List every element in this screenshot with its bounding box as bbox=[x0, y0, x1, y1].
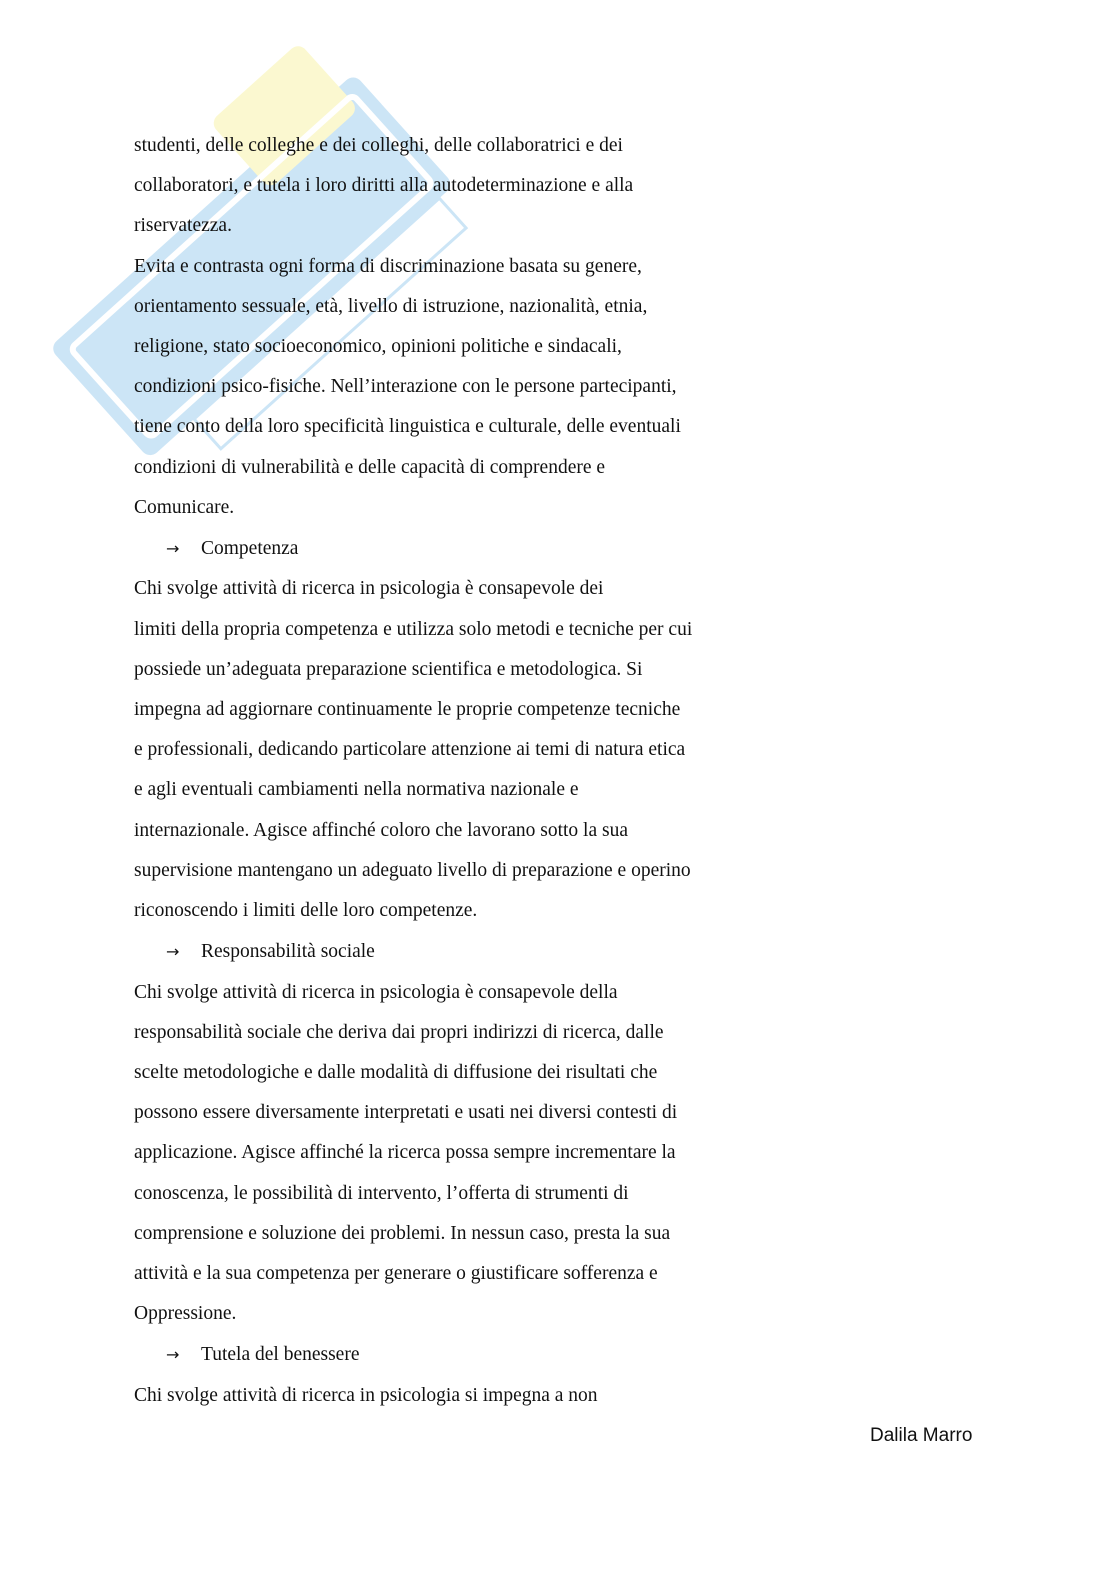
section-competenza bbox=[134, 528, 754, 931]
text-line: applicazione. Agisce affinché la ricerca possa sempre incrementare la bbox=[134, 1142, 676, 1164]
text-line: orientamento sessuale, età, livello di istruzione, nazionalità, etnia, bbox=[134, 295, 648, 317]
arrow-right-icon: → bbox=[166, 538, 180, 558]
text-line: Chi svolge attività di ricerca in psicologia si impegna a non bbox=[134, 1384, 598, 1406]
section-responsabilita-sociale bbox=[134, 931, 754, 1334]
text-line: Chi svolge attività di ricerca in psicologia è consapevole dei bbox=[134, 578, 604, 600]
text-line: e agli eventuali cambiamenti nella normativa nazionale e bbox=[134, 779, 579, 801]
section-heading bbox=[134, 528, 754, 570]
text-line: impegna ad aggiornare continuamente le proprie competenze tecniche bbox=[134, 698, 681, 720]
text-line: responsabilità sociale che deriva dai propri indirizzi di ricerca, dalle bbox=[134, 1021, 664, 1043]
text-line: conoscenza, le possibilità di intervento, l’offerta di strumenti di bbox=[134, 1182, 629, 1204]
text-line: limiti della propria competenza e utilizza solo metodi e tecniche per cui bbox=[134, 618, 693, 640]
section-heading bbox=[134, 1334, 754, 1376]
section-tutela-del-benessere bbox=[134, 1334, 754, 1416]
text-line: Chi svolge attività di ricerca in psicologia è consapevole della bbox=[134, 981, 618, 1003]
text-line: collaboratori, e tutela i loro diritti alla autodeterminazione e alla bbox=[134, 175, 634, 197]
text-line: e professionali, dedicando particolare attenzione ai temi di natura etica bbox=[134, 739, 686, 761]
paragraph-1 bbox=[134, 126, 754, 247]
text-line: Evita e contrasta ogni forma di discriminazione basata su genere, bbox=[134, 255, 642, 277]
arrow-right-icon: → bbox=[166, 942, 180, 962]
section-heading bbox=[134, 931, 754, 973]
paragraph-2 bbox=[134, 247, 754, 528]
text-line: Oppressione. bbox=[134, 1303, 237, 1325]
heading-label: Responsabilità sociale bbox=[201, 941, 375, 963]
text-line: condizioni psico-fisiche. Nell’interazione con le persone partecipanti, bbox=[134, 376, 677, 398]
text-line: attività e la sua competenza per generare o giustificare sofferenza e bbox=[134, 1262, 658, 1284]
text-line: scelte metodologiche e dalle modalità di diffusione dei risultati che bbox=[134, 1061, 658, 1083]
text-line: comprensione e soluzione dei problemi. In nessun caso, presta la sua bbox=[134, 1222, 671, 1244]
text-line: internazionale. Agisce affinché coloro che lavorano sotto la sua bbox=[134, 819, 628, 841]
document-body bbox=[134, 126, 754, 1416]
text-line: studenti, delle colleghe e dei colleghi, delle collaboratrici e dei bbox=[134, 135, 623, 156]
footer-author: Dalila Marro bbox=[870, 1425, 973, 1446]
text-line: Comunicare. bbox=[134, 496, 235, 518]
heading-label: Competenza bbox=[201, 537, 299, 559]
text-line: tiene conto della loro specificità linguistica e culturale, delle eventuali bbox=[134, 416, 681, 438]
text-line: supervisione mantengano un adeguato livello di preparazione e operino bbox=[134, 859, 691, 881]
text-line: religione, stato socioeconomico, opinioni politiche e sindacali, bbox=[134, 335, 622, 357]
arrow-right-icon: → bbox=[166, 1345, 180, 1365]
text-line: possono essere diversamente interpretati e usati nei diversi contesti di bbox=[134, 1102, 678, 1124]
text-line: riconoscendo i limiti delle loro competenze. bbox=[134, 899, 478, 921]
text-line: condizioni di vulnerabilità e delle capacità di comprendere e bbox=[134, 456, 606, 478]
text-line: riservatezza. bbox=[134, 215, 232, 237]
heading-label: Tutela del benessere bbox=[201, 1344, 360, 1366]
text-line: possiede un’adeguata preparazione scientifica e metodologica. Si bbox=[134, 658, 643, 680]
